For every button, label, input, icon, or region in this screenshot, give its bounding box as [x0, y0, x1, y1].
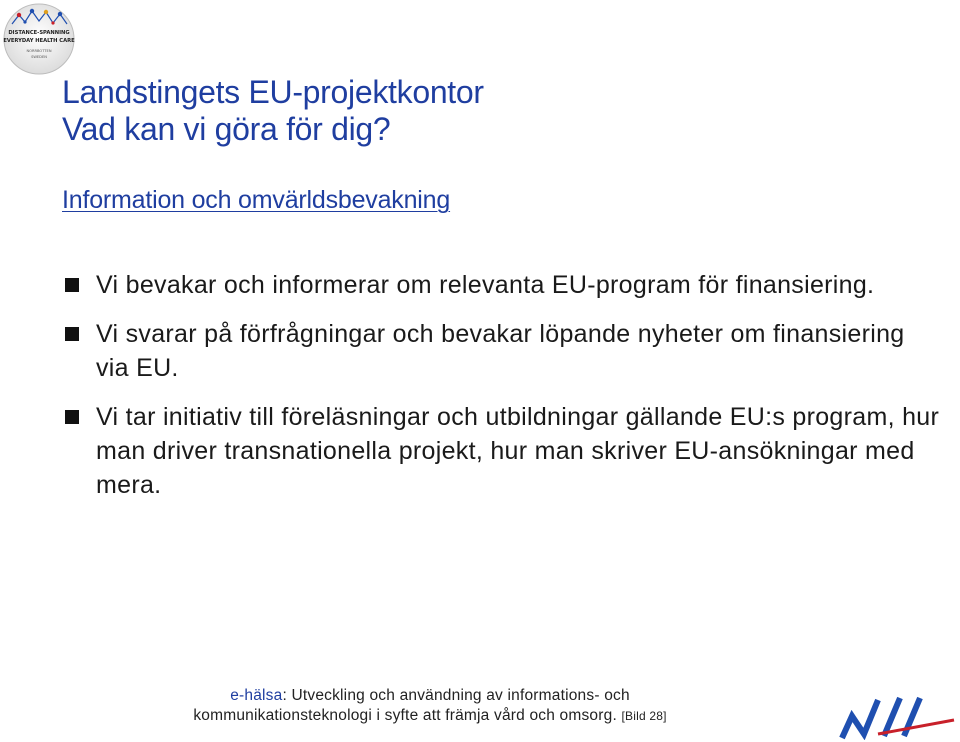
slide-footer [140, 686, 720, 726]
nll-logo [838, 694, 958, 740]
logo-text-line4: SWEDEN [31, 55, 47, 59]
square-bullet-icon [65, 327, 79, 341]
bullet-item [62, 317, 942, 385]
bullet-item [62, 268, 942, 302]
slide-title-line2: Vad kan vi göra för dig? [62, 111, 391, 147]
logo-text-line2: EVERYDAY HEALTH CARE [3, 38, 75, 44]
footer-line2 [140, 706, 720, 726]
bullet-text: Vi svarar på förfrågningar och bevakar löpande nyheter om finansiering via EU. [96, 320, 905, 382]
square-bullet-icon [65, 278, 79, 292]
slide-title [62, 74, 484, 148]
project-logo [2, 2, 76, 76]
nll-logo-l2-mark [904, 698, 920, 736]
footer-line1-text: : Utveckling och användning av informations- och [282, 687, 630, 704]
footer-line1 [140, 686, 720, 706]
logo-text-line1: DISTANCE-SPANNING [8, 30, 70, 36]
slide-number: [Bild 28] [621, 709, 667, 723]
footer-brand: e-hälsa [230, 687, 283, 704]
section-heading: Information och omvärldsbevakning [62, 186, 451, 214]
square-bullet-icon [65, 410, 79, 424]
slide-title-line1: Landstingets EU-projektkontor [62, 74, 484, 110]
nll-logo-n-mark [842, 700, 878, 738]
bullet-item [62, 400, 942, 502]
bullet-text: Vi tar initiativ till föreläsningar och utbildningar gällande EU:s program, hur man driver transnationella projekt, hur man skriver EU-ansökningar med mera. [96, 403, 940, 499]
logo-text-line3: NORRBOTTEN [26, 49, 52, 53]
bullet-text: Vi bevakar och informerar om relevanta EU-program för finansiering. [96, 271, 875, 299]
bullet-list [62, 268, 942, 517]
footer-line2-text: kommunikationsteknologi i syfte att främja vård och omsorg. [193, 707, 617, 724]
